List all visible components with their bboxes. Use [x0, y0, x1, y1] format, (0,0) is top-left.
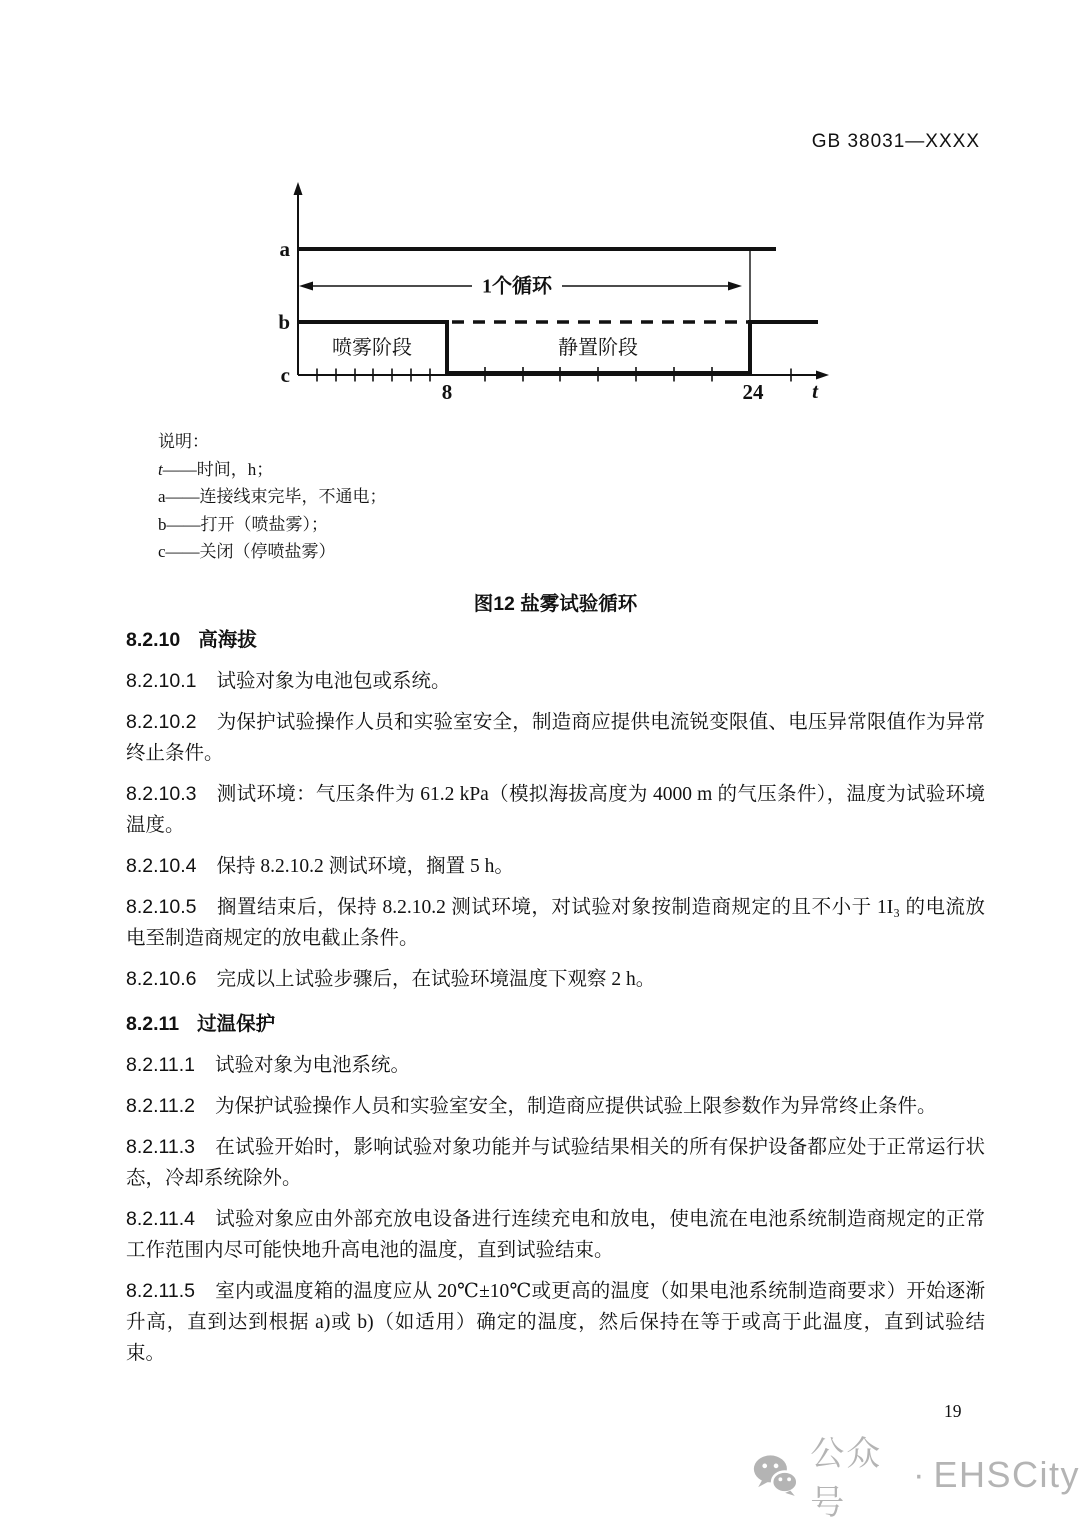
figure-caption: 图12 盐雾试验循环: [473, 593, 638, 615]
legend-title: 说明：: [158, 432, 209, 451]
page-number: 19: [944, 1401, 962, 1421]
clause-8-2-11-5: 8.2.11.5 室内或温度箱的温度应从 20℃±10℃或更高的温度（如果电池系统制造商要求）开始逐渐升高，直到达到根据 a)或 b)（如适用）确定的温度，然后保持在等于或高于此温度，直到试验结束。: [126, 1280, 985, 1364]
clause-8-2-10-2: 8.2.10.2 为保护试验操作人员和实验室安全，制造商应提供电流锐变限值、电压异常限值作为异常终止条件。: [126, 711, 985, 764]
clauses: [126, 625, 985, 1369]
legend-item-b: b——打开（喷盐雾）；: [158, 514, 328, 534]
clause-8-2-11-3: 8.2.11.3 在试验开始时，影响试验对象功能并与试验结果相关的所有保护设备都应处于正常运行状态，冷却系统除外。: [126, 1136, 985, 1189]
level-c-label: c: [280, 363, 290, 387]
watermark-cn-text: 公众号: [810, 1435, 883, 1522]
watermark-en-text: EHSCity: [933, 1454, 1080, 1495]
watermark-separator: ·: [913, 1455, 925, 1494]
legend-item-a: a——连接线束完毕，不通电；: [158, 487, 387, 507]
time-axis-label: t: [812, 379, 818, 403]
y-axis-arrowhead-icon: [294, 182, 303, 195]
cycle-label: 1个循环: [482, 275, 552, 298]
level-a-label: a: [279, 237, 290, 261]
wechat-icon: [753, 1451, 798, 1499]
heading-8-2-10: 8.2.10 高海拔: [126, 629, 257, 651]
clause-8-2-10-5: 8.2.10.5 搁置结束后，保持 8.2.10.2 测试环境，对试验对象按制造商规定的且不小于 1I₃ 的电流放电至制造商规定的放电截止条件。: [126, 896, 985, 949]
spray-phase-label: 喷雾阶段: [332, 337, 412, 359]
watermark: [753, 1435, 1080, 1522]
legend-item-t: t——时间，h；: [158, 459, 274, 479]
cycle-arrow-right-head-icon: [728, 282, 742, 291]
cycle-arrow-left-head-icon: [299, 282, 313, 291]
figure-legend: [158, 428, 387, 566]
heading-8-2-11: 8.2.11 过温保护: [126, 1013, 276, 1035]
standard-code: GB 38031—XXXX: [811, 131, 980, 152]
time-axis-arrowhead-icon: [816, 371, 829, 380]
rest-phase-label: 静置阶段: [558, 337, 638, 359]
clause-8-2-11-2: 8.2.11.2 为保护试验操作人员和实验室安全，制造商应提供试验上限参数作为异常终止条件。: [126, 1095, 937, 1117]
clause-8-2-11-1: 8.2.11.1 试验对象为电池系统。: [126, 1054, 411, 1076]
clause-8-2-10-1: 8.2.10.1 试验对象为电池包或系统。: [126, 670, 451, 692]
figure-salt-spray-cycle: [272, 178, 832, 413]
clause-8-2-10-4: 8.2.10.4 保持 8.2.10.2 测试环境，搁置 5 h。: [126, 855, 514, 877]
tick-label-24: 24: [742, 380, 764, 404]
legend-item-c: c——关闭（停喷盐雾）: [158, 542, 336, 562]
level-b-label: b: [278, 310, 290, 334]
salt-spray-cycle-diagram: [272, 178, 832, 413]
clause-8-2-10-3: 8.2.10.3 测试环境：气压条件为 61.2 kPa（模拟海拔高度为 4000 m 的气压条件），温度为试验环境温度。: [126, 783, 985, 836]
clause-8-2-10-6: 8.2.10.6 完成以上试验步骤后，在试验环境温度下观察 2 h。: [126, 968, 656, 990]
clause-8-2-11-4: 8.2.11.4 试验对象应由外部充放电设备进行连续充电和放电，使电流在电池系统制造商规定的正常工作范围内尽可能快地升高电池的温度，直到试验结束。: [126, 1208, 985, 1261]
tick-label-8: 8: [441, 380, 453, 404]
